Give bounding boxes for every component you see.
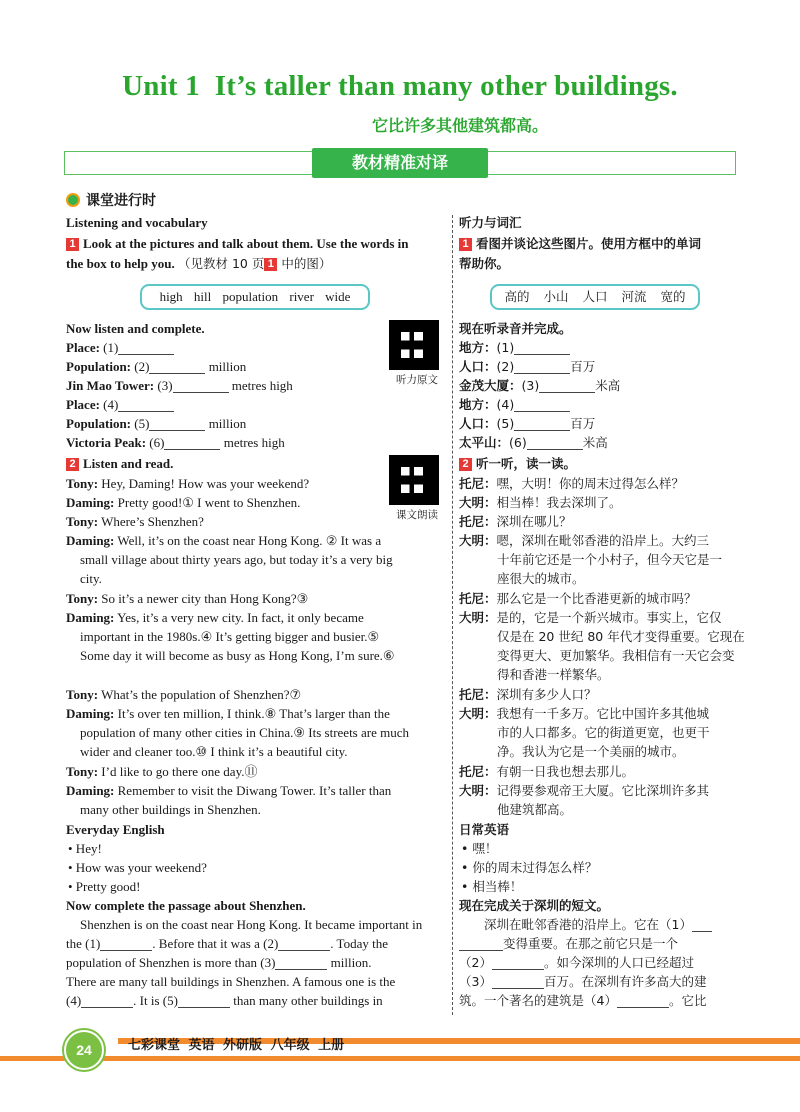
cn-dialogue-line: 托尼：深圳在哪儿？: [459, 514, 572, 529]
answer-blank[interactable]: [118, 340, 174, 355]
answer-blank[interactable]: [278, 936, 330, 951]
en-dialogue-line: Daming: Pretty good!① I went to Shenzhen.: [66, 495, 301, 510]
book-title: 七彩课堂 英语 外研版 八年级 上册: [128, 1038, 345, 1053]
cn-everyday-item: • 相当棒！: [461, 879, 523, 894]
qr-code-icon: [389, 455, 439, 505]
en-passage-line: There are many tall buildings in Shenzhen. A famous one is the: [66, 974, 396, 989]
cn-dialogue-line: 大明：嗯，深圳在毗邻香港的沿岸上。大约三: [459, 533, 710, 548]
cn-activity-1: 1 看图并谈论这些图片。使用方框中的单词: [459, 234, 701, 253]
cn-word-box: 高的 小山 人口 河流 宽的: [490, 284, 700, 310]
cn-dialogue-cont: 他建筑都高。: [497, 802, 573, 817]
en-dialogue-cont: many other buildings in Shenzhen.: [80, 802, 261, 817]
cn-dialogue-cont: 十年前它还是一个小村子，但今天它是一: [497, 552, 723, 567]
cn-dialogue-line: 托尼：那么它是一个比香港更新的城市吗？: [459, 591, 697, 606]
answer-blank[interactable]: [492, 955, 544, 970]
cn-dialogue-line: 大明：相当棒！我去深圳了。: [459, 495, 622, 510]
answer-blank[interactable]: [149, 416, 205, 431]
answer-blank[interactable]: [514, 416, 570, 431]
en-passage-line: the (1) . Before that it was a (2) . Today the: [66, 936, 388, 951]
cn-dialogue-cont: 市的人口都多。它的街道更宽，也更干: [497, 725, 710, 740]
en-row-3: Jin Mao Tower: (3) metres high: [66, 378, 293, 393]
en-dialogue-line: Daming: Yes, it’s a very new city. In fact, it only became: [66, 610, 364, 625]
en-everyday-item: • How was your weekend?: [68, 860, 207, 875]
en-dialogue-line: Tony: I’d like to go there one day.⑪: [66, 764, 258, 779]
answer-blank[interactable]: [275, 955, 327, 970]
answer-blank[interactable]: [100, 936, 152, 951]
answer-blank[interactable]: [514, 359, 570, 374]
cn-passage-line: （2） 。如今深圳的人口已经超过: [459, 955, 694, 970]
cn-dialogue-cont: 得和香港一样繁华。: [497, 667, 610, 682]
en-dialogue-cont: small village about thirty years ago, but today it’s a very big: [80, 552, 393, 567]
cn-dialogue-cont: 仅是在 20 世纪 80 年代才变得重要。它现在: [497, 629, 745, 644]
answer-blank[interactable]: [164, 435, 220, 450]
cn-dialogue-line: 托尼：嘿，大明！你的周末过得怎么样？: [459, 476, 685, 491]
answer-blank[interactable]: [173, 378, 229, 393]
footer-bar: [0, 1056, 800, 1061]
en-dialogue-cont: population of many other cities in China.⑨ Its streets are much: [80, 725, 409, 740]
en-word-box: high hill population river wide: [140, 284, 370, 310]
cn-everyday-item: • 嘿！: [461, 841, 498, 856]
en-dialogue-line: Daming: Well, it’s on the coast near Hong Kong. ② It was a: [66, 533, 382, 548]
cn-passage-heading: 现在完成关于深圳的短文。: [459, 898, 610, 913]
answer-blank[interactable]: [81, 993, 133, 1008]
answer-blank[interactable]: [514, 397, 570, 412]
section-heading: 课堂进行时: [66, 190, 156, 210]
en-dialogue-line: Tony: Where’s Shenzhen?: [66, 514, 204, 529]
en-activity-1-cont: the box to help you. （见教材 10 页 1 中的图）: [66, 256, 332, 271]
activity-number-badge: 1: [459, 238, 472, 251]
en-passage-line: (4) . It is (5) than many other buildings in: [66, 993, 383, 1008]
en-dialogue-line: Daming: Remember to visit the Diwang Tower. It’s taller than: [66, 783, 392, 798]
qr-listening[interactable]: [389, 320, 445, 387]
cn-passage-line: 深圳在毗邻香港的沿岸上。它在（1）: [484, 915, 712, 934]
en-everyday-item: • Pretty good!: [68, 879, 141, 894]
en-activity-1: 1 Look at the pictures and talk about them. Use the words in: [66, 234, 409, 253]
cn-dialogue-line: 大明：是的，它是一个新兴城市。事实上，它仅: [459, 610, 722, 625]
en-dialogue-cont: city.: [80, 571, 102, 586]
cn-dialogue-line: 托尼：深圳有多少人口？: [459, 687, 597, 702]
cn-listening-heading: 听力与词汇: [459, 215, 522, 230]
en-passage-heading: Now complete the passage about Shenzhen.: [66, 898, 306, 913]
en-row-2: Population: (2) million: [66, 359, 247, 374]
column-divider: [452, 215, 453, 1015]
band-title: 教材精准对译: [312, 148, 488, 178]
en-dialogue-cont: wider and cleaner too.⑩ I think it’s a beautiful city.: [80, 744, 348, 759]
qr-code-icon: [389, 320, 439, 370]
en-complete-heading: Now listen and complete.: [66, 321, 205, 336]
cn-row-1: 地方：(1): [459, 338, 570, 357]
en-dialogue-cont: important in the 1980s.④ It’s getting bigger and busier.⑤: [80, 629, 380, 644]
cn-passage-line: （3） 百万。在深圳有许多高大的建: [459, 974, 707, 989]
cn-row-4: 地方：(4): [459, 395, 570, 414]
en-dialogue-line: Daming: It’s over ten million, I think.⑧ That’s larger than the: [66, 706, 390, 721]
qr-caption: 听力原文: [396, 374, 438, 386]
en-activity-2: 2 Listen and read.: [66, 454, 173, 473]
cn-dialogue-line: 大明：记得要参观帝王大厦。它比深圳许多其: [459, 783, 710, 798]
en-row-6: Victoria Peak: (6) metres high: [66, 435, 285, 450]
cn-row-3: 金茂大厦：(3) 米高: [459, 378, 621, 393]
cn-activity-2: 2 听一听，读一读。: [459, 454, 576, 473]
cn-row-2: 人口：(2) 百万: [459, 359, 596, 374]
cn-complete-heading: 现在听录音并完成。: [459, 321, 572, 336]
activity-number-badge: 2: [459, 458, 472, 471]
en-row-5: Population: (5) million: [66, 416, 247, 431]
en-row-1: Place: (1): [66, 338, 174, 357]
cn-row-6: 太平山：(6) 米高: [459, 435, 608, 450]
cn-passage-line: 变得重要。在那之前它只是一个: [459, 934, 678, 953]
unit-subtitle: 它比许多其他建筑都高。: [371, 116, 548, 135]
cn-dialogue-cont: 座很大的城市。: [497, 571, 585, 586]
activity-number-badge: 1: [264, 258, 277, 271]
answer-blank[interactable]: [118, 397, 174, 412]
cn-activity-1-cont: 帮助你。: [459, 256, 510, 271]
cn-dialogue-cont: 净。我认为它是一个美丽的城市。: [497, 744, 685, 759]
cn-dialogue-cont: 变得更大、更加繁华。我相信有一天它会变: [497, 648, 735, 663]
answer-blank[interactable]: [617, 993, 669, 1008]
en-dialogue-line: Tony: Hey, Daming! How was your weekend?: [66, 476, 310, 491]
qr-reading[interactable]: [389, 455, 445, 522]
en-passage-line: population of Shenzhen is more than (3) million.: [66, 955, 372, 970]
location-pin-icon: [66, 193, 80, 207]
cn-row-5: 人口：(5) 百万: [459, 416, 596, 431]
activity-number-badge: 2: [66, 458, 79, 471]
answer-blank[interactable]: [178, 993, 230, 1008]
en-listening-heading: Listening and vocabulary: [66, 215, 208, 230]
qr-caption: 课文朗读: [396, 509, 438, 521]
answer-blank[interactable]: [514, 340, 570, 355]
en-dialogue-line: Tony: What’s the population of Shenzhen?⑦: [66, 687, 302, 702]
en-everyday-heading: Everyday English: [66, 822, 165, 837]
en-row-4: Place: (4): [66, 395, 174, 414]
answer-blank[interactable]: [539, 378, 595, 393]
answer-blank[interactable]: [527, 435, 583, 450]
cn-passage-line: 筑。一个著名的建筑是（4） 。它比: [459, 993, 707, 1008]
answer-blank[interactable]: [692, 917, 712, 932]
answer-blank[interactable]: [492, 974, 544, 989]
en-dialogue-cont: Some day it will become as busy as Hong Kong, I’m sure.⑥: [80, 648, 395, 663]
en-passage-line: Shenzhen is on the coast near Hong Kong. It became important in: [80, 917, 423, 932]
cn-everyday-heading: 日常英语: [459, 822, 510, 837]
cn-dialogue-line: 大明：我想有一千多万。它比中国许多其他城: [459, 706, 710, 721]
page-number: 24: [64, 1030, 104, 1070]
unit-title: Unit 1 It’s taller than many other buildings.: [122, 70, 678, 102]
cn-dialogue-line: 托尼：有朝一日我也想去那儿。: [459, 764, 635, 779]
answer-blank[interactable]: [149, 359, 205, 374]
en-dialogue-line: Tony: So it’s a newer city than Hong Kong?③: [66, 591, 309, 606]
cn-everyday-item: • 你的周末过得怎么样？: [461, 860, 598, 875]
answer-blank[interactable]: [459, 936, 503, 951]
en-everyday-item: • Hey!: [68, 841, 102, 856]
activity-number-badge: 1: [66, 238, 79, 251]
